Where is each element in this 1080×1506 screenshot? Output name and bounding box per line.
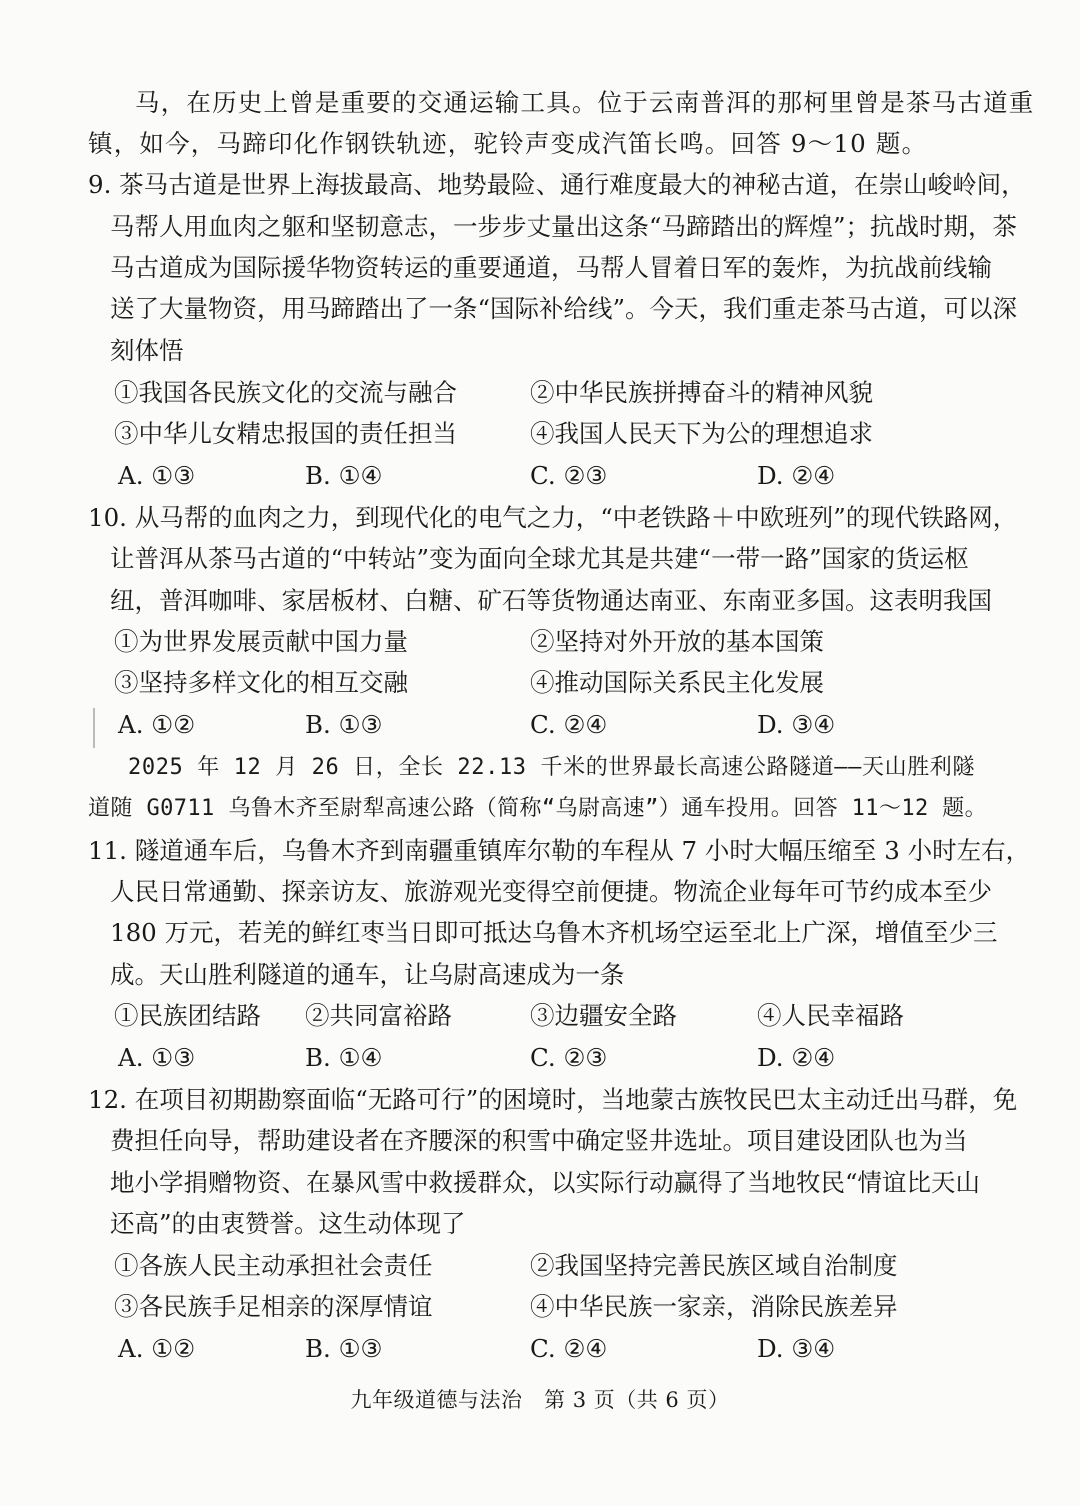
question-12-answer-b: B. ①③ [305, 1334, 383, 1363]
question-12-answer-c: C. ②④ [530, 1334, 608, 1363]
question-12-answer-a: A. ①② [118, 1334, 196, 1363]
question-9-stem: 马帮人用血肉之躯和坚韧意志，一步步丈量出这条“马蹄踏出的辉煌”；抗战时期，茶 [110, 212, 1018, 241]
question-10-answer-d: D. ③④ [757, 710, 836, 739]
question-9-answer-a: A. ①③ [118, 461, 196, 490]
question-9-stem: 送了大量物资，用马蹄踏出了一条“国际补给线”。今天，我们重走茶马古道，可以深 [110, 294, 1018, 323]
question-11-stem: 人民日常通勤、探亲访友、旅游观光变得空前便捷。物流企业每年可节约成本至少 [110, 877, 992, 906]
question-9-stem: 9. 茶马古道是世界上海拔最高、地势最险、通行难度最大的神秘古道，在崇山峻岭间， [88, 170, 1026, 199]
question-9-option: ②中华民族拼搏奋斗的精神风貌 [530, 378, 873, 407]
page-footer: 九年级道德与法治 第 3 页（共 6 页） [350, 1388, 730, 1412]
question-11-stem: 180 万元，若羌的鲜红枣当日即可抵达乌鲁木齐机场空运至北上广深，增值至少三 [110, 918, 998, 947]
question-11-option: ①民族团结路 [114, 1001, 261, 1030]
question-12-option: ③各民族手足相亲的深厚情谊 [114, 1292, 433, 1321]
question-10-stem: 纽，普洱咖啡、家居板材、白糖、矿石等货物通达南亚、东南亚多国。这表明我国 [110, 586, 992, 615]
question-10-option: ③坚持多样文化的相互交融 [114, 668, 408, 697]
question-12-stem: 12. 在项目初期勘察面临“无路可行”的困境时，当地蒙古族牧民巴太主动迁出马群，免 [88, 1085, 1018, 1114]
question-11-answer-b: B. ①④ [305, 1043, 383, 1072]
question-11-option: ②共同富裕路 [305, 1001, 452, 1030]
question-9-answer-b: B. ①④ [305, 461, 383, 490]
intro-paragraph-line: 道随 G0711 乌鲁木齐至尉犁高速公路（简称“乌尉高速”）通车投用。回答 11～12 题。 [88, 796, 988, 821]
question-11-stem: 成。天山胜利隧道的通车，让乌尉高速成为一条 [110, 960, 625, 989]
question-10-option: ②坚持对外开放的基本国策 [530, 627, 824, 656]
question-12-option: ②我国坚持完善民族区域自治制度 [530, 1251, 898, 1280]
question-9-answer-c: C. ②③ [530, 461, 608, 490]
question-12-stem: 费担任向导，帮助建设者在齐腰深的积雪中确定竖井选址。项目建设团队也为当 [110, 1126, 968, 1155]
question-12-option: ①各族人民主动承担社会责任 [114, 1251, 433, 1280]
question-9-answer-d: D. ②④ [757, 461, 836, 490]
question-11-stem: 11. 隧道通车后，乌鲁木齐到南疆重镇库尔勒的车程从 7 小时大幅压缩至 3 小时左右， [88, 836, 1031, 865]
question-11-answer-c: C. ②③ [530, 1043, 608, 1072]
question-12-option: ④中华民族一家亲，消除民族差异 [530, 1292, 898, 1321]
question-10-answer-b: B. ①③ [305, 710, 383, 739]
question-11-answer-d: D. ②④ [757, 1043, 836, 1072]
question-10-stem: 让普洱从茶马古道的“中转站”变为面向全球尤其是共建“一带一路”国家的货运枢 [110, 544, 969, 573]
question-9-stem: 刻体悟 [110, 336, 184, 365]
intro-paragraph-line: 镇，如今，马蹄印化作钢铁轨迹，驼铃声变成汽笛长鸣。回答 9～10 题。 [88, 129, 928, 158]
question-11-option: ④人民幸福路 [757, 1001, 904, 1030]
question-10-option: ①为世界发展贡献中国力量 [114, 627, 408, 656]
question-10-option: ④推动国际关系民主化发展 [530, 668, 824, 697]
intro-paragraph-line: 2025 年 12 月 26 日，全长 22.13 千米的世界最长高速公路隧道——天山胜利隧 [128, 755, 975, 780]
question-12-stem: 地小学捐赠物资、在暴风雪中救援群众，以实际行动赢得了当地牧民“情谊比天山 [110, 1168, 981, 1197]
question-11-option: ③边疆安全路 [530, 1001, 677, 1030]
question-10-answer-a: A. ①② [118, 710, 196, 739]
question-9-option: ③中华儿女精忠报国的责任担当 [114, 419, 457, 448]
question-9-stem: 马古道成为国际援华物资转运的重要通道，马帮人冒着日军的轰炸，为抗战前线输 [110, 253, 992, 282]
scan-mark [93, 708, 95, 748]
question-9-option: ④我国人民天下为公的理想追求 [530, 419, 873, 448]
question-11-answer-a: A. ①③ [118, 1043, 196, 1072]
question-12-answer-d: D. ③④ [757, 1334, 836, 1363]
question-10-answer-c: C. ②④ [530, 710, 608, 739]
question-9-option: ①我国各民族文化的交流与融合 [114, 378, 457, 407]
question-10-stem: 10. 从马帮的血肉之力，到现代化的电气之力，“中老铁路＋中欧班列”的现代铁路网， [88, 503, 1018, 532]
intro-paragraph-line: 马，在历史上曾是重要的交通运输工具。位于云南普洱的那柯里曾是茶马古道重 [135, 88, 1035, 117]
question-12-stem: 还高”的由衷赞誉。这生动体现了 [110, 1209, 466, 1238]
